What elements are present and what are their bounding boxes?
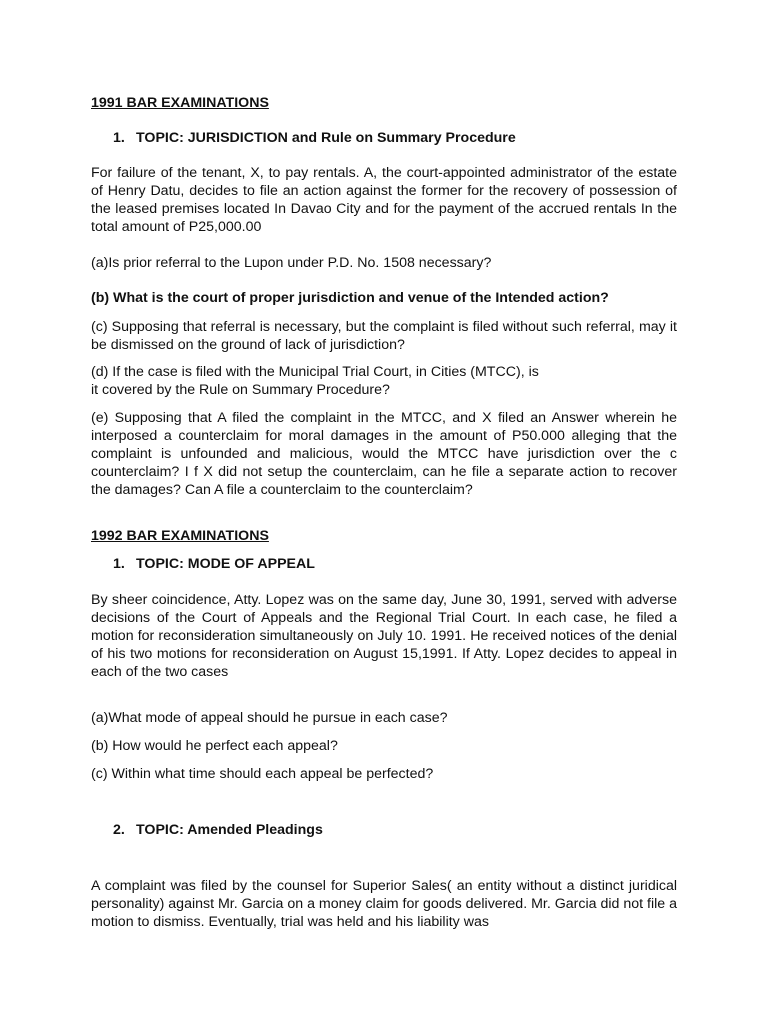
facts-paragraph-1991: For failure of the tenant, X, to pay rentals. A, the court-appointed administrator of the estate of Henry Datu, decides to file an action against the former for the recovery of possession of the leased premises located In Davao City and for the payment of the accrued rentals In the total amount of P25,000.00 [91,165,677,235]
topic-title: TOPIC: Amended Pleadings [136,822,323,838]
question-d-line2-1991: it covered by the Rule on Summary Procedure? [91,382,390,398]
topic-title: TOPIC: JURISDICTION and Rule on Summary Procedure [136,130,516,146]
topic-number: 2. [113,822,125,838]
topic-jurisdiction-heading [113,129,516,147]
facts-paragraph-1992-amended: A complaint was filed by the counsel for Superior Sales( an entity without a distinct juridical personality) against Mr. Garcia on a money claim for goods delivered. Mr. Garcia did not file a motion to dismiss. Eventually, trial was held and his liability was [91,878,677,930]
exam-heading-1992: 1992 BAR EXAMINATIONS [91,528,269,544]
facts-paragraph-1992-appeal: By sheer coincidence, Atty. Lopez was on the same day, June 30, 1991, served with adverse decisions of the Court of Appeals and the Regional Trial Court. In each case, he filed a motion for reconsideration simultaneously on July 10. 1991. He received notices of the denial of his two motions for reconsideration on August 15,1991. If Atty. Lopez decides to appeal in each of the two cases [91,592,677,680]
question-b-1992: (b) How would he perfect each appeal? [91,738,338,754]
topic-amended-pleadings-heading [113,821,323,839]
question-c-1991: (c) Supposing that referral is necessary, but the complaint is filed without such referral, may it be dismissed on the ground of lack of jurisdiction? [91,319,677,353]
topic-title: TOPIC: MODE OF APPEAL [136,556,315,572]
topic-number: 1. [113,556,125,572]
question-a-1991: (a)Is prior referral to the Lupon under P.D. No. 1508 necessary? [91,255,492,271]
exam-heading-1991: 1991 BAR EXAMINATIONS [91,95,269,111]
topic-mode-of-appeal-heading [113,555,315,573]
question-a-1992: (a)What mode of appeal should he pursue in each case? [91,710,448,726]
question-c-1992: (c) Within what time should each appeal be perfected? [91,766,434,782]
question-d-line1-1991: (d) If the case is filed with the Municipal Trial Court, in Cities (MTCC), is [91,364,539,380]
question-e-1991: (e) Supposing that A filed the complaint in the MTCC, and X filed an Answer wherein he interposed a counterclaim for moral damages in the amount of P50.000 alleging that the complaint is unfounded and malicious, would the MTCC have jurisdiction over the c counterclaim? I f X did not setup the counterclaim, can he file a separate action to recover the damages? Can A file a counterclaim to the counterclaim? [91,410,677,498]
question-b-1991: (b) What is the court of proper jurisdiction and venue of the Intended action? [91,290,609,306]
topic-number: 1. [113,130,125,146]
